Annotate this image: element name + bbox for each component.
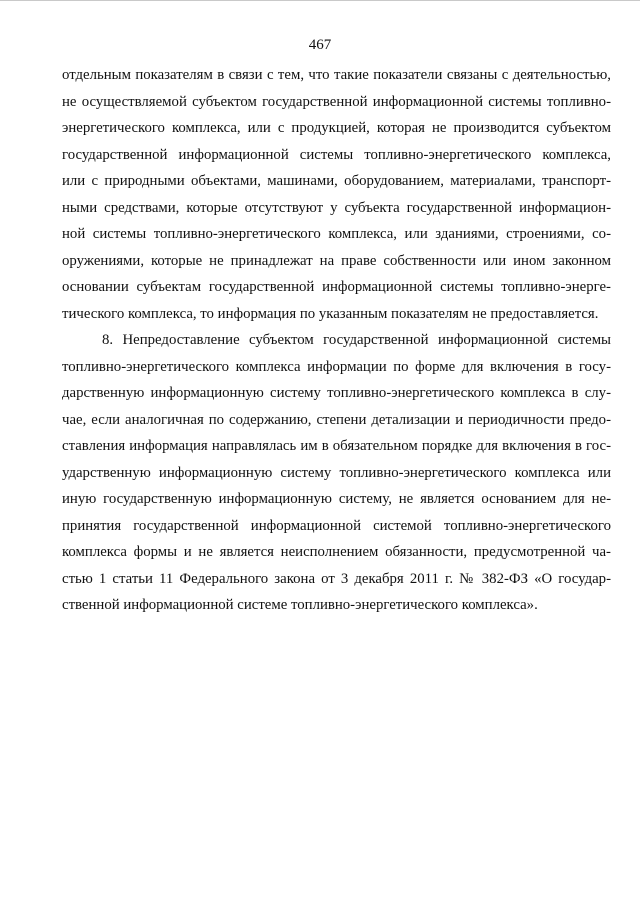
text-line: ставления информация направлялась им в обязательном порядке для включения в гос- <box>62 438 611 454</box>
text-line: государственной информационной системы топливно-энергетического комплекса, <box>62 146 611 163</box>
text-line: принятия государственной информационной системой топливно-энергетического <box>62 517 611 534</box>
text-line: основании субъектам государственной информационной системы топливно-энерге- <box>62 279 611 295</box>
text-line: отдельным показателям в связи с тем, что такие показатели связаны с деятельностью, <box>62 67 611 83</box>
body-text <box>62 62 611 619</box>
page-number: 467 <box>308 37 332 53</box>
text-line: комплекса формы и не является неисполнением обязанности, предусмотренной ча- <box>62 544 611 560</box>
text-line: или с природными объектами, машинами, оборудованием, материалами, транспорт- <box>62 173 611 189</box>
text-line: ными средствами, которые отсутствуют у субъекта государственной информацион- <box>62 199 611 216</box>
text-line: оружениями, которые не принадлежат на праве собственности или ином законном <box>62 252 611 269</box>
text-line: стью 1 статьи 11 Федерального закона от 3 декабря 2011 г. № 382-ФЗ «О государ- <box>62 570 611 587</box>
text-line: дарственную информационную систему топливно-энергетического комплекса в слу- <box>62 385 611 401</box>
text-line: иную государственную информационную систему, не является основанием для не- <box>62 491 611 507</box>
text-line: не осуществляемой субъектом государственной информационной системы топливно- <box>62 93 611 110</box>
paragraph-item-8 <box>62 327 611 619</box>
page-top-edge <box>0 0 640 1</box>
paragraph-continuation <box>62 62 611 327</box>
text-line: тического комплекса, то информация по указанным показателям не предоставляется. <box>62 305 599 322</box>
text-line: ственной информационной системе топливно-энергетического комплекса». <box>62 597 538 613</box>
text-line: 8. Непредоставление субъектом государственной информационной системы <box>102 332 611 348</box>
text-line: ной системы топливно-энергетического комплекса, или зданиями, строениями, со- <box>62 226 611 242</box>
text-line: ударственную информационную систему топливно-энергетического комплекса или <box>62 464 611 481</box>
text-line: чае, если аналогичная по содержанию, степени детализации и периодичности предо- <box>62 411 611 428</box>
text-line: топливно-энергетического комплекса информации по форме для включения в госу- <box>62 358 611 375</box>
text-line: энергетического комплекса, или с продукцией, которая не производится субъектом <box>62 120 611 136</box>
